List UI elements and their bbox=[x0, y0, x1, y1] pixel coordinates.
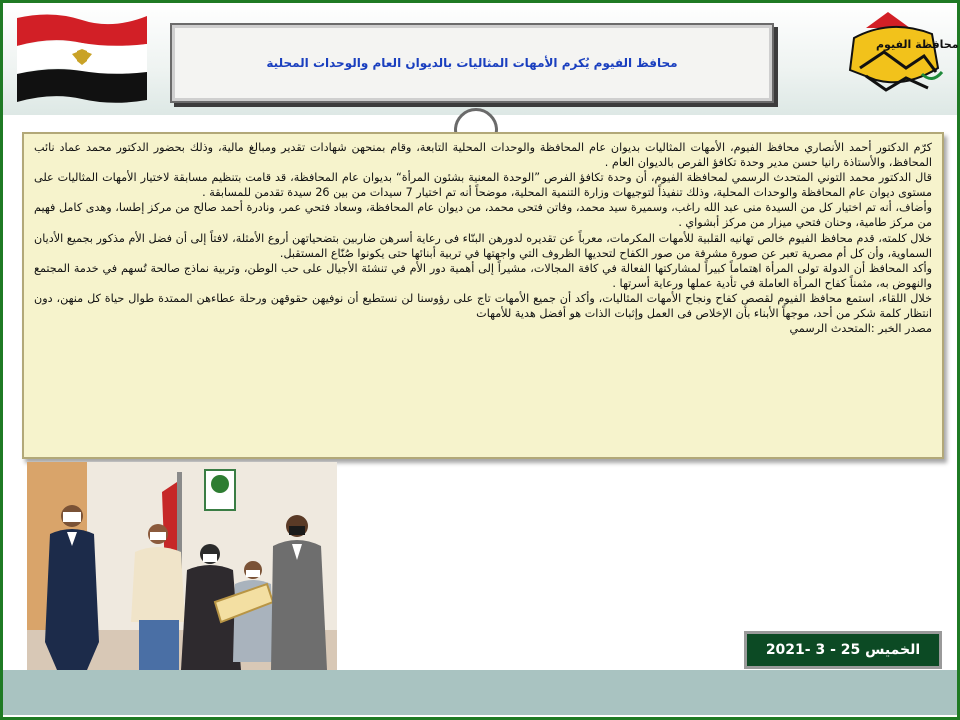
news-source: مصدر الخبر :المتحدث الرسمي bbox=[789, 322, 932, 336]
page-title: محافظ الفيوم يُكرم الأمهات المثاليات بالديوان العام والوحدات المحلية bbox=[266, 56, 678, 70]
article-paragraph: كرّم الدكتور أحمد الأنصاري محافظ الفيوم، الأمهات المثاليات بديوان عام المحافظة والوحدات المحلية التابعة، وقام بمنحهن شهادات تقدير ومبالغ مالية، وذلك بحضور الدكتور محمد عماد نائب المحافظ، والأستاذة رانيا حسن مدير وحدة تكافؤ الفرص بالديوان العام . bbox=[34, 141, 932, 170]
title-box bbox=[170, 23, 774, 103]
date-box bbox=[744, 631, 942, 669]
event-photo bbox=[27, 462, 337, 670]
footer-strip bbox=[3, 670, 957, 715]
egypt-flag-icon bbox=[17, 10, 147, 102]
article-text bbox=[34, 140, 932, 336]
fayoum-governorate-logo bbox=[836, 8, 959, 104]
article-paragraph: وأكد المحافظ أن الدولة تولى المرأة اهتماماً كبيراً لمشاركتها الفعالة في كافة المجالات، مشيراً إلى أهمية دور الأم في تنشئة الأجيال على حب الوطن، وتربية نماذج صالحة تُسهم في خدمة المجتمع والنهوض به، مثمناً كفاح المرأة العاملة في تأدية عملها ورعاية أسرتها . bbox=[34, 261, 932, 290]
article-paragraph: وأضاف، أنه تم اختيار كل من السيدة منى عبد الله راغب، وسميرة سيد محمد، وفاتن فتحى محمد، من ديوان عام المحافظة، وسعاد فتحي عمر، ونادرة أحمد صالح من مركز إطسا، وهدى كامل فهيم من مركز طامية، وحنان فتحي ميزار من مركز أبشواي . bbox=[34, 201, 932, 230]
logo-emblem bbox=[836, 8, 959, 104]
article-paragraph: خلال اللقاء، استمع محافظ الفيوم لقصص كفاح ونجاح الأمهات المثاليات، وأكد أن جميع الأمهات تاج على رؤوسنا لن نستطيع أن نوفيهن حقوقهن ورحلة عطاءهن الممتدة طوال حياة كل منهن، دون انتظار كلمة شكر من أحد، موجهاً الأبناء بأن الإخلاص فى العمل وإثبات الذات هو أفضل هدية للأمهات bbox=[34, 291, 932, 321]
article-paragraph: خلال كلمته، قدم محافظ الفيوم خالص تهانيه القلبية للأمهات المكرمات، معرباً عن تقديره لدورهن البنّاء فى رعاية أسرهن ضاربين بتضحياتهن أروع الأمثلة، لافتاً إلى أن فضل الأم مذكور بجميع الأديان السماوية، وأن كل أم مصرية تعبر عن صورة مشرفة من صور الكفاح لتحديها الظروف التي واجهتها في تربية أبنائها حتى يكونوا صُنّاع المستقبل. bbox=[34, 231, 932, 260]
publish-date: الخميس 25 - 3 -2021 bbox=[765, 642, 921, 658]
svg-text:محافظة الفيوم: محافظة الفيوم bbox=[876, 38, 959, 51]
article-paragraph: قال الدكتور محمد التوني المتحدث الرسمي لمحافظة الفيوم، أن وحدة تكافؤ الفرص ”الوحدة المعنية بشئون المرأة“ بديوان عام المحافظة، قد قامت بتنظيم مسابقة لاختيار الأمهات المثاليات على مستوى ديوان عام المحافظة والوحدات المحلية، وذلك تنفيذاً لتوجيهات وزارة التنمية المحلية، موضحاً أنه تم اختيار 7 سيدات من بين 26 سيدة تقدمن للمسابقة . bbox=[34, 171, 932, 200]
article-box bbox=[22, 132, 944, 459]
